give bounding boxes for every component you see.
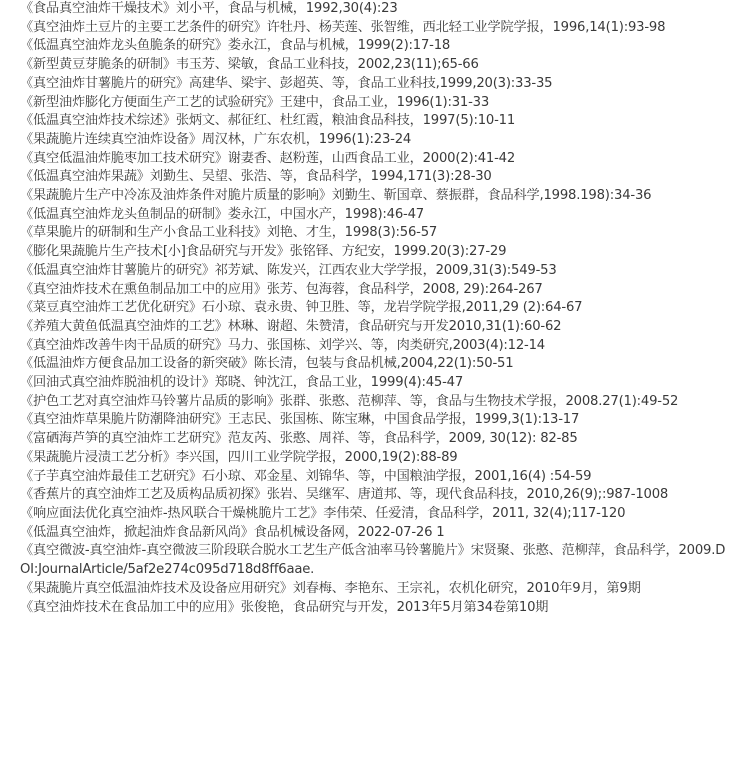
reference-item: 《菜豆真空油炸工艺优化研究》石小琼、袁永贵、钟卫胜、等，龙岩学院学报,2011,29 (2):64-67 [20, 300, 583, 316]
reference-item: 《新型黄豆芽脆条的研制》韦玉芳、梁敏，食品工业科技，2002,23(11);65-66 [20, 57, 479, 73]
reference-item: 《草果脆片的研制和生产小食品工业科技》刘艳、才生，1998(3):56-57 [20, 225, 438, 241]
reference-item: 《护色工艺对真空油炸马铃薯片品质的影响》张群、张憨、范柳萍、等，食品与生物技术学报，2008.27(1):49-52 [20, 393, 679, 409]
reference-item: 《果蔬脆片真空低温油炸技术及设备应用研究》刘春梅、李艳东、王宗礼，农机化研究，2010年9月，第9期 [20, 580, 641, 596]
reference-item: 《回油式真空油炸脱油机的设计》郑晓、钟沈江，食品工业，1999(4):45-47 [20, 375, 464, 391]
reference-list [20, 0, 735, 617]
reference-item: 《果蔬脆片浸渍工艺分析》李兴国，四川工业学院学报，2000,19(2):88-89 [20, 449, 458, 465]
reference-item: 《真空微波-真空油炸-真空微波三阶段联合脱水工艺生产低含油率马铃薯脆片》宋贤聚、张憨、范柳萍，食品科学，2009.DOI:JournalArticle/5af2e274c095d718d8ff6aae. [20, 543, 726, 578]
reference-item: 《子芋真空油炸最佳工艺研究》石小琼、邓金星、刘锦华、等，中国粮油学报，2001,16(4) :54-59 [20, 468, 592, 484]
reference-item: 《真空油炸技术在熏鱼制品加工中的应用》张芳、包海蓉，食品科学，2008, 29):264-267 [20, 281, 543, 297]
reference-item: 《低温真空油炸技术综述》张炳文、郝征红、杜红霞，粮油食品科技，1997(5):10-11 [20, 113, 516, 129]
reference-item: 《新型油炸膨化方便面生产工艺的试验研究》王建中，食品工业，1996(1):31-33 [20, 94, 490, 110]
reference-item: 《低温真空油炸龙头鱼脆条的研究》娄永江，食品与机械，1999(2):17-18 [20, 38, 451, 54]
reference-item: 《真空低温油炸脆枣加工技术研究》谢妻香、赵粉莲，山西食品工业，2000(2):41-42 [20, 150, 516, 166]
reference-item: 《响应面法优化真空油炸-热风联合干燥桃脆片工艺》李伟荣、任爱清，食品科学，2011, 32(4);117-120 [20, 505, 626, 521]
reference-item: 《养殖大黄鱼低温真空油炸的工艺》林琳、谢超、朱赞清，食品研究与开发2010,31(1):60-62 [20, 318, 562, 334]
reference-item: 《香蕉片的真空油炸工艺及质构品质初探》张岩、吴继军、唐道邦、等，现代食品科技，2010,26(9);:987-1008 [20, 487, 669, 503]
reference-item: 《低温真空油炸果蔬》刘勤生、吴望、张浩、等，食品科学，1994,171(3):28-30 [20, 169, 492, 185]
reference-item: 《真空油炸甘薯脆片的研究》高建华、梁宇、彭超英、等，食品工业科技,1999,20(3):33-35 [20, 75, 553, 91]
reference-item: 《低温油炸方便食品加工设备的新突破》陈长清，包装与食品机械,2004,22(1):50-51 [20, 356, 514, 372]
reference-item: 《食品真空油炸干燥技术》刘小平，食品与机械，1992,30(4):23 [20, 1, 398, 16]
reference-item: 《果蔬脆片连续真空油炸设备》周汉林，广东农机，1996(1):23-24 [20, 131, 412, 147]
reference-item: 《富硒海芦笋的真空油炸工艺研究》范友芮、张憨、周祥、等，食品科学，2009, 30(12): 82-85 [20, 431, 578, 447]
reference-item: 《真空油炸技术在食品加工中的应用》张俊艳，食品研究与开发，2013年5月第34卷第10期 [20, 599, 549, 615]
reference-item: 《低温真空油炸甘薯脆片的研究》祁芳斌、陈发兴，江西农业大学学报，2009,31(3):549-53 [20, 262, 557, 278]
reference-item: 《真空油炸草果脆片防潮降油研究》王志民、张国栋、陈宝琳，中国食品学报，1999,3(1):13-17 [20, 412, 580, 428]
reference-item: 《真空油炸改善牛肉干品质的研究》马力、张国栋、刘学兴、等，肉类研究,2003(4):12-14 [20, 337, 545, 353]
reference-item: 《果蔬脆片生产中冷冻及油炸条件对脆片质量的影响》刘勤生、靳国章、蔡振群，食品科学,1998.198):34-36 [20, 188, 652, 204]
reference-item: 《膨化果蔬脆片生产技术[小]食品研究与开发》张铭铎、方纪安，1999.20(3):27-29 [20, 244, 507, 260]
reference-item: 《真空油炸土豆片的主要工艺条件的研究》许牡丹、杨芙莲、张智维，西北轻工业学院学报，1996,14(1):93-98 [20, 19, 666, 35]
reference-item: 《低温真空油炸龙头鱼制品的研制》娄永江，中国水产，1998):46-47 [20, 206, 424, 222]
reference-item: 《低温真空油炸，掀起油炸食品新风尚》食品机械设备网，2022-07-26 1 [20, 524, 445, 540]
